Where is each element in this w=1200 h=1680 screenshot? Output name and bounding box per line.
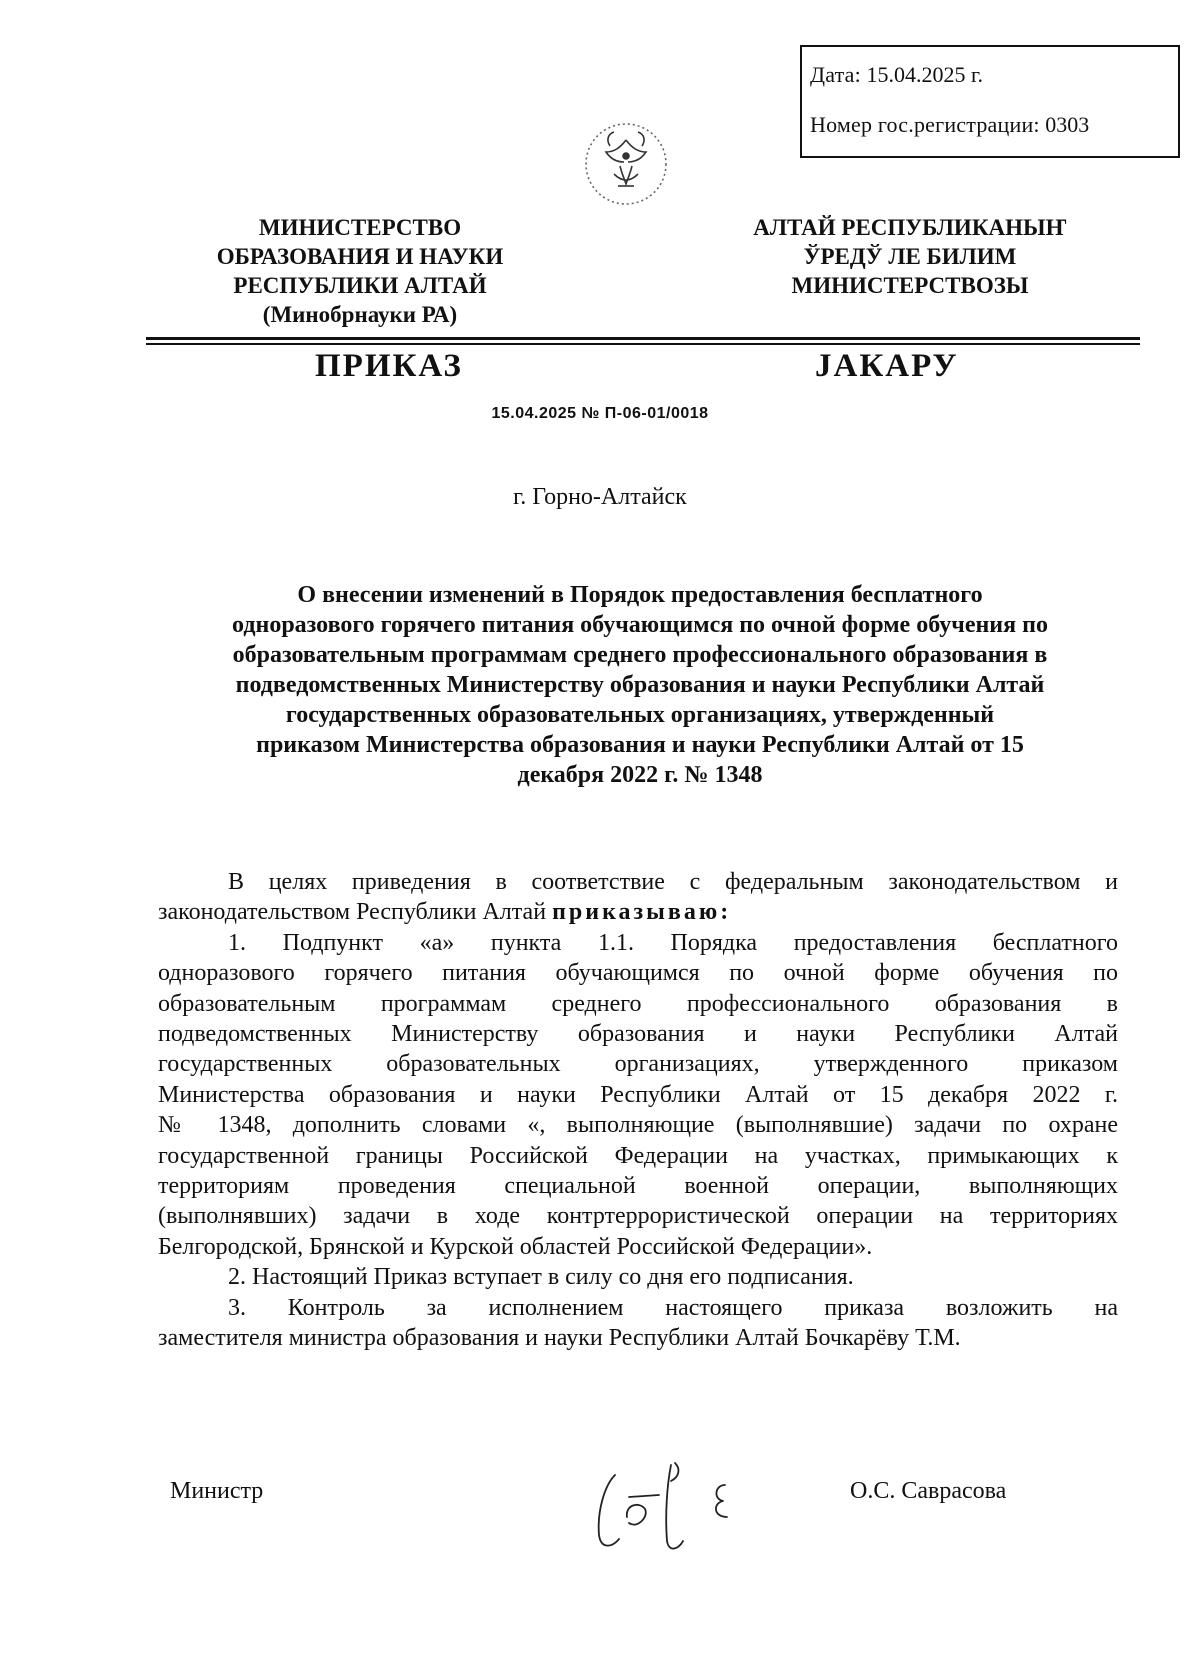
document-title-line: государственных образовательных организациях, утвержденный bbox=[285, 702, 995, 728]
ministry-ru-line: РЕСПУБЛИКИ АЛТАЙ bbox=[233, 273, 487, 298]
ministry-alt-line: АЛТАЙ РЕСПУБЛИКАНЫҤ bbox=[753, 215, 1067, 240]
handwritten-signature bbox=[575, 1455, 765, 1560]
document-title-line: приказом Министерства образования и науки Республики Алтай от 15 bbox=[256, 732, 1024, 758]
item-1-line: Белгородской, Брянской и Курской областей Российской Федерации». bbox=[158, 1233, 873, 1260]
signatory-name: О.С. Саврасова bbox=[850, 1478, 1007, 1504]
document-title-line: подведомственных Министерству образования и науки Республики Алтай bbox=[235, 672, 1045, 698]
order-title-russian: ПРИКАЗ bbox=[315, 348, 463, 384]
document-title-line: О внесении изменений в Порядок предоставления бесплатного bbox=[297, 582, 983, 608]
ministry-alt-line: МИНИСТЕРСТВОЗЫ bbox=[791, 273, 1029, 298]
city: г. Горно-Алтайск bbox=[513, 484, 687, 510]
ministry-name-russian bbox=[150, 213, 570, 329]
item-1-line: территориям проведения специальной военной операции, выполняющих bbox=[158, 1173, 1118, 1200]
item-1-line: 1. Подпункт «а» пункта 1.1. Порядка предоставления бесплатного bbox=[228, 929, 1118, 956]
item-1-line: государственной границы Российской Федерации на участках, примыкающих к bbox=[158, 1142, 1118, 1169]
registration-date-row bbox=[810, 61, 1178, 111]
item-1-line: подведомственных Министерству образования и науки Республики Алтай bbox=[158, 1021, 1118, 1048]
ministry-alt-line: ЎРЕДЎ ЛЕ БИЛИМ bbox=[803, 244, 1017, 269]
item-1-line: образовательным программам среднего профессионального образования в bbox=[158, 990, 1118, 1017]
order-word: приказываю: bbox=[552, 899, 732, 926]
registration-number-label: Номер гос.регистрации: bbox=[810, 112, 1040, 137]
ministry-name-altai bbox=[700, 213, 1120, 300]
item-1-line: № 1348, дополнить словами «, выполняющие (выполнявшие) задачи по охране bbox=[158, 1112, 1118, 1139]
document-title-line: одноразового горячего питания обучающимся по очной форме обучения по bbox=[232, 612, 1048, 638]
item-1-line: государственных образовательных организациях, утвержденного приказом bbox=[158, 1051, 1118, 1078]
header-divider bbox=[146, 337, 1140, 340]
ministry-ru-short: (Минобрнауки РА) bbox=[262, 302, 458, 327]
item-3-line: 3. Контроль за исполнением настоящего приказа возложить на bbox=[228, 1294, 1118, 1321]
header-divider bbox=[146, 343, 1140, 345]
registration-date-label: Дата: bbox=[810, 62, 861, 87]
item-3-line: заместителя министра образования и науки Республики Алтай Бочкарёву Т.М. bbox=[158, 1325, 961, 1352]
signatory-title: Министр bbox=[170, 1478, 264, 1504]
item-1-line: (выполнявших) задачи в ходе контртеррористической операции на территориях bbox=[158, 1203, 1118, 1230]
registration-box bbox=[800, 45, 1180, 158]
ministry-ru-line: ОБРАЗОВАНИЯ И НАУКИ bbox=[216, 244, 504, 269]
document-title bbox=[140, 580, 1140, 790]
item-2-line: 2. Настоящий Приказ вступает в силу со дня его подписания. bbox=[228, 1264, 854, 1291]
preamble-text: законодательством Республики Алтай bbox=[158, 899, 547, 926]
document-title-line: декабря 2022 г. № 1348 bbox=[517, 762, 763, 788]
item-1-line: Министерства образования и науки Республики Алтай от 15 декабря 2022 г. bbox=[158, 1081, 1118, 1108]
order-title-altai: JАКАРУ bbox=[815, 348, 959, 384]
ministry-ru-line: МИНИСТЕРСТВО bbox=[258, 215, 462, 240]
registration-number-value: 0303 bbox=[1045, 112, 1090, 137]
preamble-line: В целях приведения в соответствие с федеральным законодательством и bbox=[228, 869, 1118, 895]
document-title-line: образовательным программам среднего профессионального образования в bbox=[232, 642, 1048, 668]
emblem-icon bbox=[580, 118, 672, 210]
registration-number-row bbox=[810, 111, 1178, 161]
order-number: 15.04.2025 № П-06-01/0018 bbox=[491, 405, 709, 422]
preamble-line bbox=[158, 897, 1118, 927]
document-body bbox=[158, 867, 1118, 1354]
registration-date-value: 15.04.2025 г. bbox=[866, 62, 984, 87]
item-1-line: одноразового горячего питания обучающимся по очной форме обучения по bbox=[158, 960, 1118, 987]
